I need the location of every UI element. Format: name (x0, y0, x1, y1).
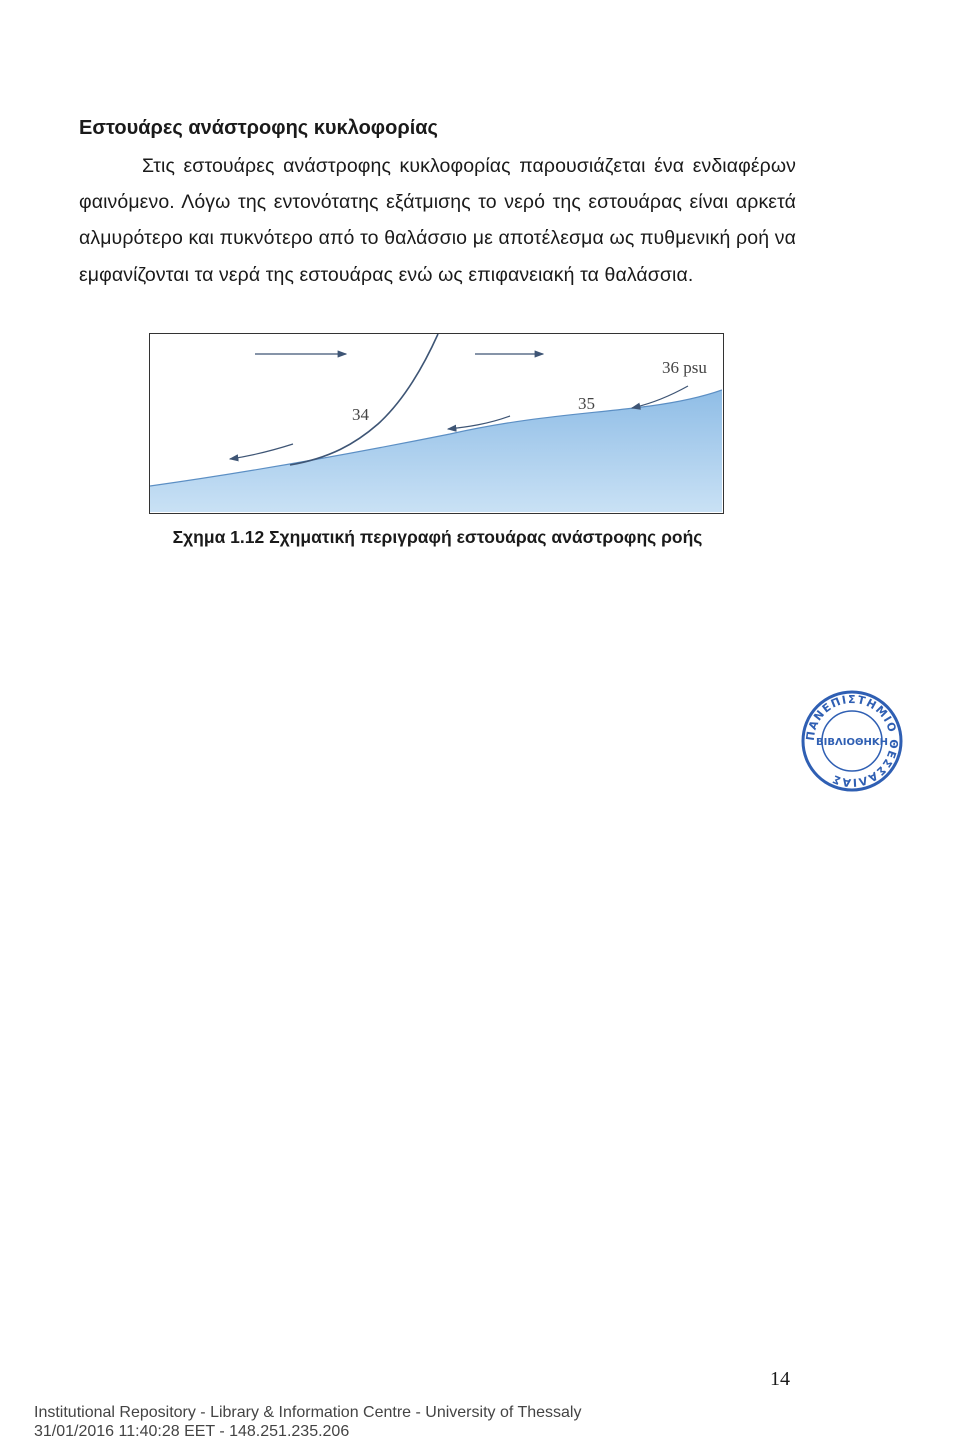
page-number: 14 (770, 1368, 790, 1390)
footer-repository: Institutional Repository - Library & Information Centre - University of Thessaly (34, 1404, 582, 1421)
stamp-ring-text: ΠΑΝΕΠΙΣΤΗΜΙΟ ΘΕΣΣΑΛΙΑΣ (803, 692, 901, 790)
isohaline-label-35: 35 (578, 394, 595, 413)
library-stamp-icon (800, 689, 904, 793)
estuary-diagram (150, 334, 722, 512)
body-paragraph: Στις εστουάρες ανάστροφης κυκλοφορίας παρουσιάζεται ένα ενδιαφέρων φαινόμενο. Λόγω της εντονότατης εξάτμισης το νερό της εστουάρας είναι αρκετά αλμυρότερο και πυκνότερο από το θαλάσσιο με αποτέλεσμα ως πυθμενική ροή να εμφανίζονται τα νερά της εστουάρας ενώ ως επιφανειακή τα θαλάσσια. (79, 155, 796, 286)
isohaline-label-34: 34 (352, 405, 369, 424)
footer-timestamp: 31/01/2016 11:40:28 EET - 148.251.235.206 (34, 1423, 350, 1440)
section-heading: Εστουάρες ανάστροφης κυκλοφορίας (79, 117, 438, 139)
figure-caption: Σχημα 1.12 Σχηματική περιγραφή εστουάρας ανάστροφης ροής (172, 527, 703, 547)
estuary-figure (149, 333, 724, 514)
stamp-center-text: ΒΙΒΛΙΟΘΗΚΗ (816, 737, 888, 748)
bottom-flow-arrow-1 (230, 444, 293, 459)
isohaline-label-36: 36 psu (662, 358, 707, 377)
library-stamp (800, 689, 904, 793)
